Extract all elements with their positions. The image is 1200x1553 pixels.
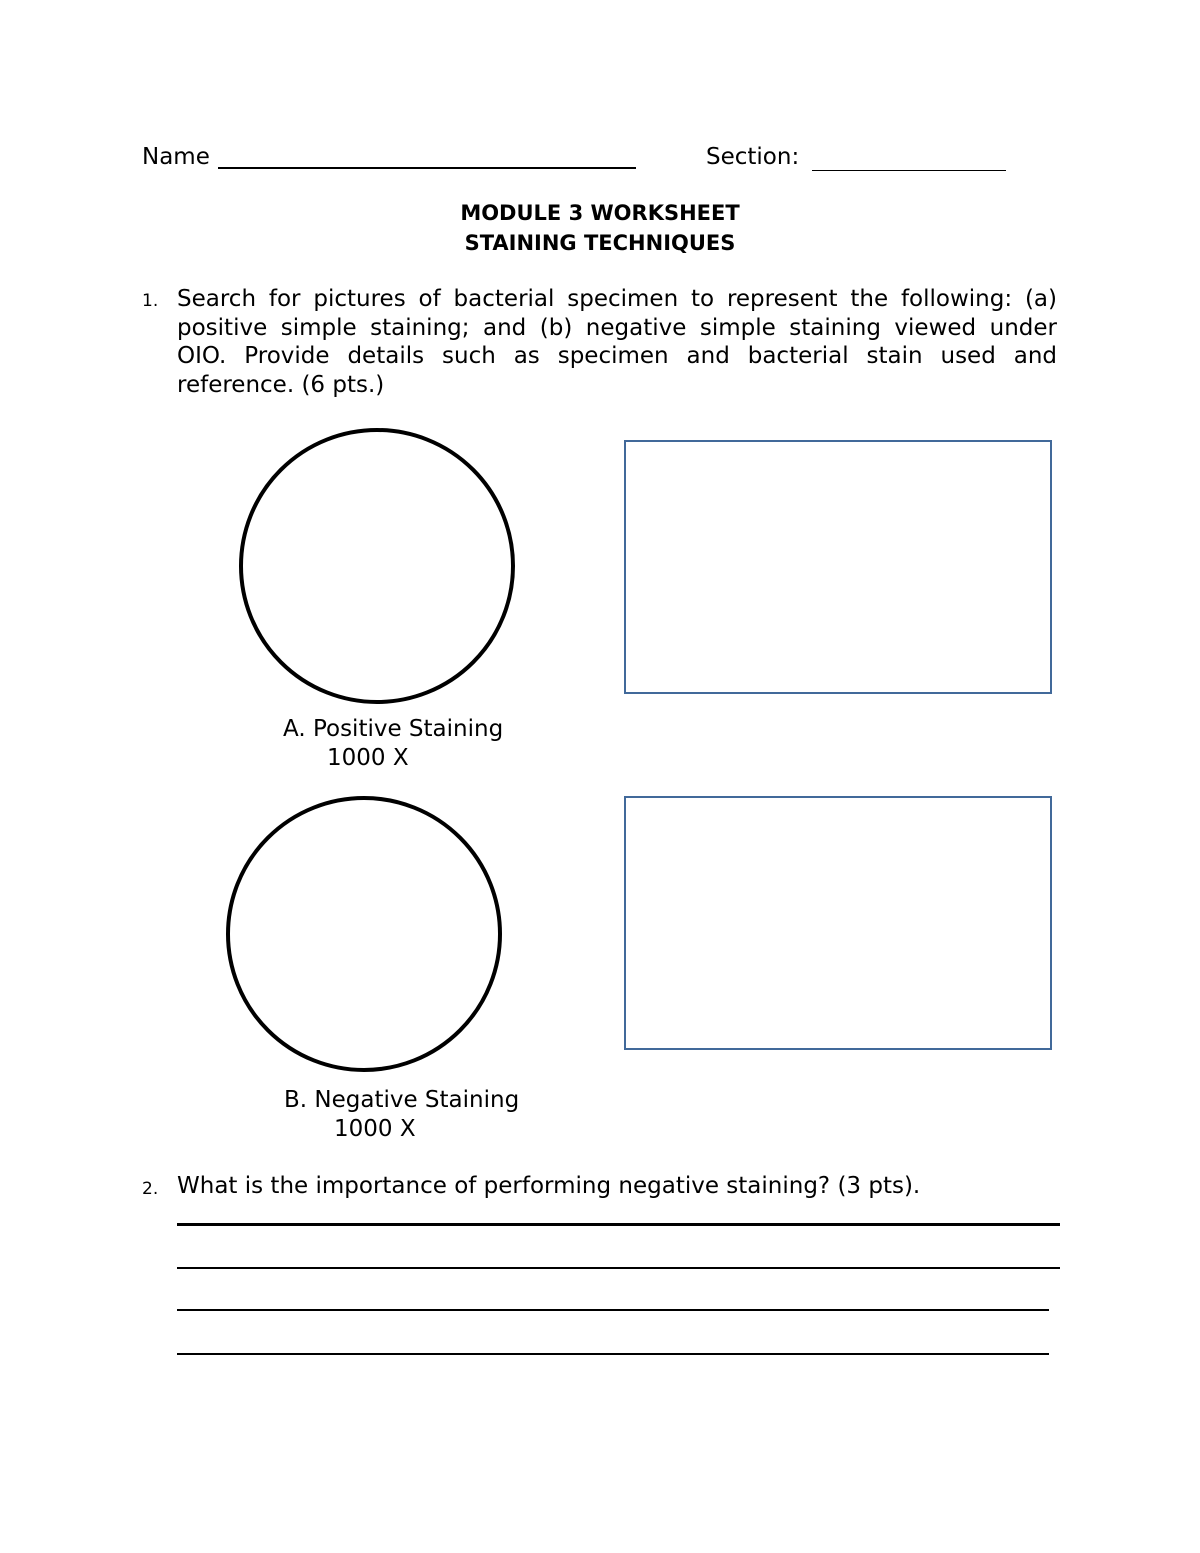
positive-staining-details-box[interactable]: [624, 440, 1052, 694]
answer-line-1[interactable]: [177, 1223, 1060, 1226]
question-1-text: Search for pictures of bacterial specimen to represent the following: (a) positive simple staining; and (b) negative simple staining viewed under OIO. Provide details such as specimen and bacterial stain used and reference. (6 pts.): [177, 286, 1057, 398]
question-2-number: 2.: [142, 1179, 159, 1199]
name-field[interactable]: [218, 167, 636, 169]
worksheet-title: MODULE 3 WORKSHEET: [460, 201, 740, 225]
answer-line-4[interactable]: [177, 1353, 1049, 1355]
positive-staining-circle: [239, 428, 515, 704]
question-2-text: What is the importance of performing negative staining? (3 pts).: [177, 1173, 921, 1199]
negative-staining-details-box[interactable]: [624, 796, 1052, 1050]
negative-staining-magnification: 1000 X: [334, 1116, 416, 1142]
answer-line-3[interactable]: [177, 1309, 1049, 1311]
negative-staining-circle: [226, 796, 502, 1072]
worksheet-subtitle: STAINING TECHNIQUES: [464, 231, 736, 255]
question-1-number: 1.: [142, 291, 159, 311]
name-label: Name: [142, 144, 210, 170]
positive-staining-magnification: 1000 X: [327, 745, 409, 771]
section-label: Section:: [706, 144, 800, 170]
section-field[interactable]: [812, 170, 1006, 171]
positive-staining-caption: A. Positive Staining: [283, 716, 504, 742]
answer-line-2[interactable]: [177, 1267, 1060, 1269]
negative-staining-caption: B. Negative Staining: [284, 1087, 520, 1113]
